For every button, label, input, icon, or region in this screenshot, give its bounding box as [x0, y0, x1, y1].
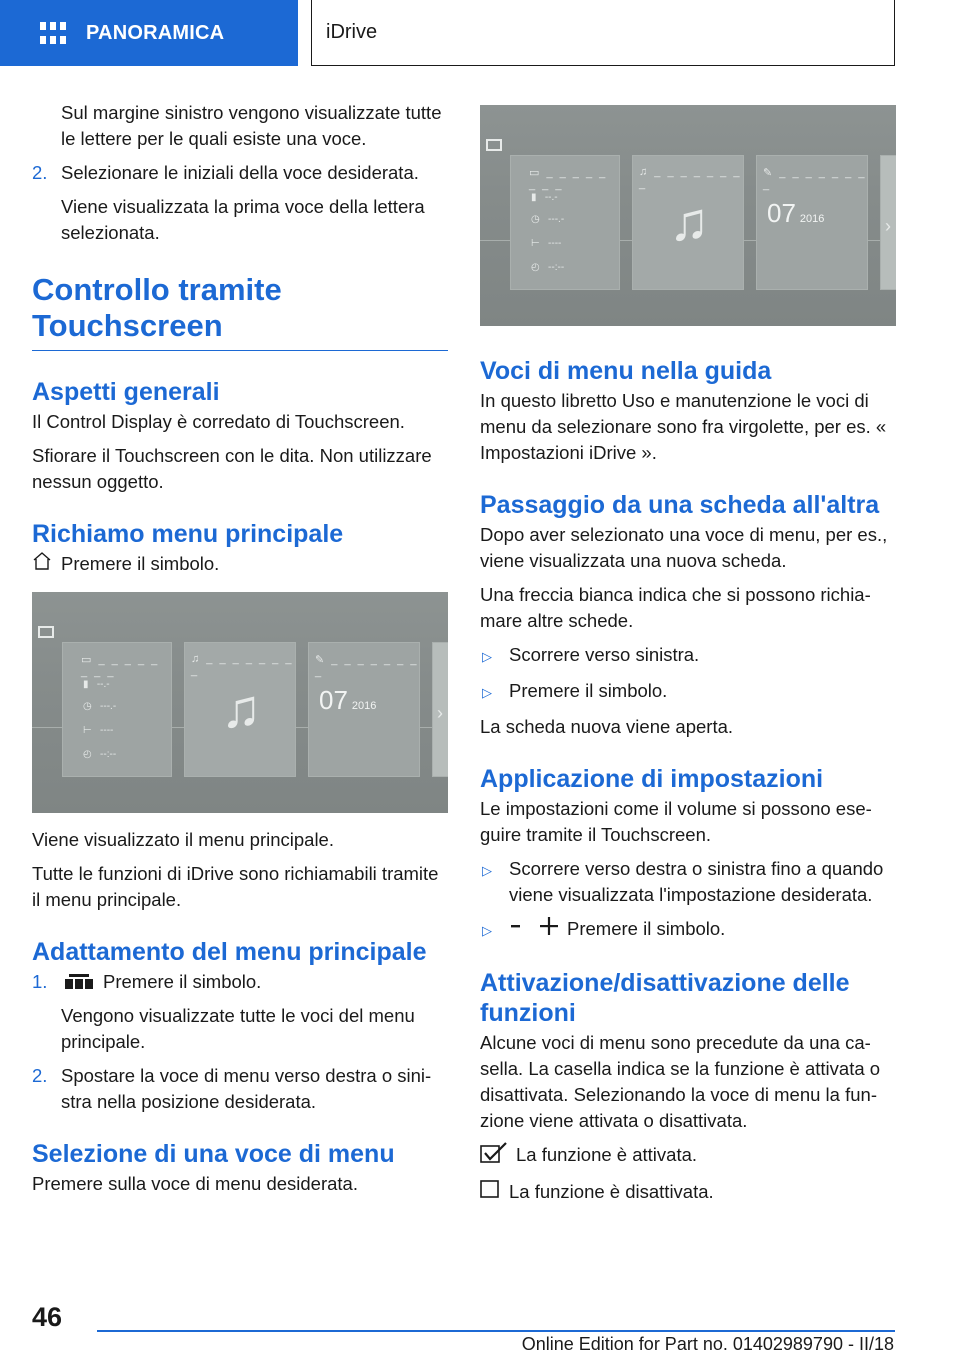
menu-logo-icon — [38, 626, 54, 638]
chapter-tab — [311, 0, 895, 66]
act-off-row: La funzione è disattivata. — [480, 1179, 896, 1206]
triangle-bullet-icon: ▷ — [482, 649, 492, 664]
general-paragraph-1: Il Control Display è corredato di Touchscreen. — [32, 411, 405, 432]
select-paragraph: Premere sulla voce di menu desiderata. — [32, 1173, 358, 1194]
main-menu-heading: Richiamo menu principale — [32, 520, 344, 548]
vehicle-tile: ▭ _ _ _ _ _ _ _ _ ▮ --.- ◷ ---.- ⊢ ---- ◴ --:-- — [510, 155, 620, 290]
next-tile — [880, 155, 896, 290]
pass-bullet-1: ▷ Scorrere verso sinistra. — [480, 642, 896, 670]
main-menu-instruction — [32, 551, 448, 578]
voci-paragraph: In questo libretto Uso e manutenzione le voci di menu da selezionare sono fra virgolette, per es. « Impostazioni iDrive ». — [480, 390, 887, 463]
adapt-step-2: 2. Spostare la voce di menu verso destra o sinistra nella posizione desiderata. — [32, 1065, 432, 1112]
calendar-tile: ✎ _ _ _ _ _ _ _ _ 07 2016 — [756, 155, 868, 290]
after-image-paragraph-2: Tutte le funzioni di iDrive sono richiamabili tramite il menu principale. — [32, 863, 439, 910]
triangle-bullet-icon: ▷ — [482, 685, 492, 700]
step-number: 2. — [32, 162, 48, 183]
left-column — [32, 100, 448, 1205]
triangle-bullet-icon: ▷ — [482, 923, 492, 938]
next-tile — [432, 642, 448, 777]
music-note-icon: ♫ — [220, 679, 262, 739]
act-heading: Attivazione/disattivazione delle funzioni — [480, 969, 850, 1027]
act-on-row: La funzione è attivata. — [480, 1142, 896, 1171]
chapter-heading: Controllo tramite Touchscreen — [32, 272, 448, 351]
act-paragraph: Alcune voci di menu sono precedute da una casella. La casella indica se la funzione è attivata o disattivata. Selezionando la voce di menu la funzione viene attivata o disattivata. — [480, 1032, 881, 1131]
adapt-step-1: 1. Premere il simbolo. — [32, 969, 448, 995]
grid-icon — [40, 22, 66, 44]
checkbox-empty-icon — [480, 1179, 509, 1206]
footer-rule — [97, 1330, 895, 1332]
step-2 — [32, 160, 448, 186]
menu-logo-icon — [486, 139, 502, 151]
app-bullet-1: ▷ Scorrere verso destra o sinistra fino a quando viene visualizzata l'impostazione desiderata. — [480, 856, 896, 908]
select-heading: Selezione di una voce di menu — [32, 1140, 395, 1168]
pass-paragraph-1: Dopo aver selezionato una voce di menu, per es., viene visualizzata una nuova scheda. — [480, 524, 888, 571]
main-menu-screenshot — [32, 592, 448, 813]
voci-heading: Voci di menu nella guida — [480, 357, 772, 385]
chevron-right-icon: › — [437, 703, 443, 723]
right-column — [480, 105, 896, 1214]
step-note: Viene visualizzata la prima voce della lettera selezionata. — [61, 196, 425, 243]
app-bullet-2: ▷ Premere il simbolo. — [480, 916, 896, 944]
pass-bullet-2: ▷ Premere il simbolo. — [480, 678, 896, 706]
intro-paragraph: Sul margine sinistro vengono visualizzate tutte le lettere per le quali esiste una voce. — [61, 102, 442, 149]
section-title: PANORAMICA — [86, 21, 225, 44]
home-icon — [32, 551, 61, 578]
tiles-icon — [65, 969, 93, 995]
media-tile: ♫ _ _ _ _ _ _ _ _ ♫ — [184, 642, 296, 777]
chapter-title: iDrive — [326, 21, 378, 43]
app-heading: Applicazione di impostazioni — [480, 765, 824, 793]
triangle-bullet-icon: ▷ — [482, 863, 492, 878]
checkbox-checked-icon — [480, 1142, 516, 1171]
pass-paragraph-3: La scheda nuova viene aperta. — [480, 716, 734, 737]
media-tile: ♫ _ _ _ _ _ _ _ _ ♫ — [632, 155, 744, 290]
adapt-heading: Adattamento del menu principale — [32, 938, 427, 966]
minus-icon — [509, 916, 539, 944]
app-paragraph-1: Le impostazioni come il volume si possono eseguire tramite il Touchscreen. — [480, 798, 872, 845]
plus-icon — [539, 916, 567, 944]
after-image-paragraph-1: Viene visualizzato il menu principale. — [32, 829, 334, 850]
step-text: Selezionare le iniziali della voce desiderata. — [61, 162, 419, 183]
pass-paragraph-2: Una freccia bianca indica che si possono richiamare altre schede. — [480, 584, 871, 631]
footer-edition: Online Edition for Part no. 01402989790 - II/18 — [521, 1334, 894, 1354]
adapt-step-1-note: Vengono visualizzate tutte le voci del menu principale. — [61, 1005, 415, 1052]
vehicle-tile: ▭ _ _ _ _ _ _ _ _ ▮ --.- ◷ ---.- ⊢ ---- ◴ --:-- — [62, 642, 172, 777]
menu-screenshot-top — [480, 105, 896, 326]
chevron-right-icon: › — [885, 216, 891, 236]
main-menu-text: Premere il simbolo. — [61, 553, 220, 574]
music-note-icon: ♫ — [668, 192, 710, 252]
section-tab — [0, 0, 298, 66]
general-heading: Aspetti generali — [32, 378, 220, 406]
calendar-tile: ✎ _ _ _ _ _ _ _ _ 07 2016 — [308, 642, 420, 777]
general-paragraph-2: Sfiorare il Touchscreen con le dita. Non utilizzare nessun oggetto. — [32, 445, 432, 492]
page-number: 46 — [32, 1302, 63, 1332]
pass-heading: Passaggio da una scheda all'altra — [480, 491, 880, 519]
